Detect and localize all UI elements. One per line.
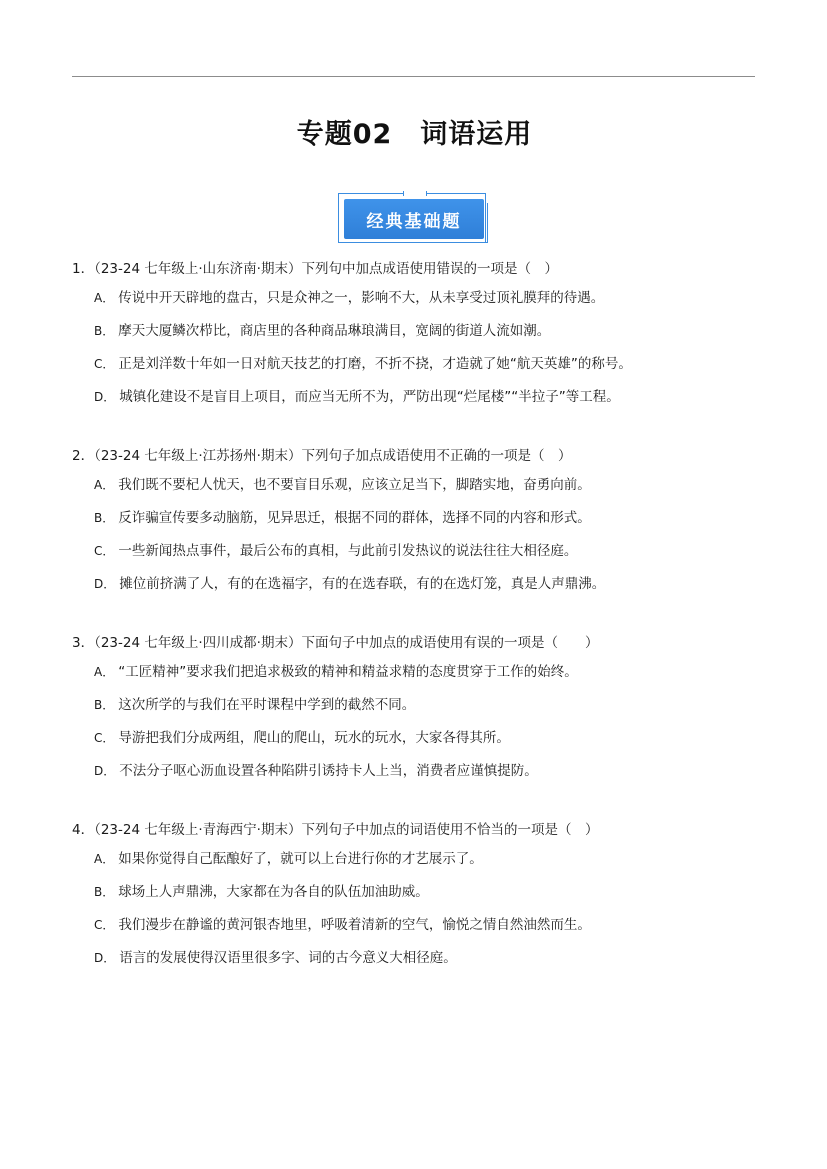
option-letter: C． <box>94 544 115 558</box>
option-d <box>72 755 762 788</box>
question-1 <box>72 256 762 414</box>
badge-notch <box>403 191 427 196</box>
option-d <box>72 942 762 975</box>
option-a <box>72 843 762 876</box>
option-text: 正是刘洋数十年如一日对航天技艺的打磨，不折不挠，才造就了她“航天英雄”的称号。 <box>118 356 632 372</box>
option-text: 导游把我们分成两组，爬山的爬山，玩水的玩水，大家各得其所。 <box>118 730 510 746</box>
option-c <box>72 535 762 568</box>
option-a <box>72 469 762 502</box>
option-letter: D． <box>94 577 116 591</box>
section-badge <box>338 193 490 247</box>
option-letter: D． <box>94 764 116 778</box>
option-letter: A． <box>94 478 115 492</box>
option-c <box>72 722 762 755</box>
question-stem: 3．（23-24 七年级上·四川成都·期末）下面句子中加点的成语使用有误的一项是（ ） <box>72 635 599 651</box>
option-text: 这次所学的与我们在平时课程中学到的截然不同。 <box>118 697 416 713</box>
question-stem: 1．（23-24 七年级上·山东济南·期末）下列句中加点成语使用错误的一项是（ ） <box>72 261 558 277</box>
question-3 <box>72 630 762 788</box>
option-text: 传说中开天辟地的盘古，只是众神之一，影响不大，从未享受过顶礼膜拜的待遇。 <box>118 290 605 306</box>
option-text: 城镇化建设不是盲目上项目，而应当无所不为，严防出现“烂尾楼”“半拉子”等工程。 <box>119 389 620 405</box>
option-letter: C． <box>94 357 115 371</box>
question-2 <box>72 443 762 601</box>
option-text: 反诈骗宣传要多动脑筋，见异思迁，根据不同的群体，选择不同的内容和形式。 <box>118 510 591 526</box>
option-d <box>72 381 762 414</box>
question-stem: 2．（23-24 七年级上·江苏扬州·期末）下列句子加点成语使用不正确的一项是（ ） <box>72 448 572 464</box>
option-a <box>72 656 762 689</box>
option-letter: B． <box>94 885 115 899</box>
option-text: 不法分子呕心沥血设置各种陷阱引诱持卡人上当，消费者应谨慎提防。 <box>119 763 538 779</box>
option-text: 一些新闻热点事件，最后公布的真相，与此前引发热议的说法往往大相径庭。 <box>118 543 578 559</box>
option-text: 如果你觉得自己酝酿好了，就可以上台进行你的才艺展示了。 <box>118 851 483 867</box>
option-text: 摩天大厦鳞次栉比，商店里的各种商品琳琅满目，宽阔的街道人流如潮。 <box>118 323 551 339</box>
option-letter: C． <box>94 731 115 745</box>
option-b <box>72 315 762 348</box>
option-b <box>72 876 762 909</box>
option-text: 球场上人声鼎沸，大家都在为各自的队伍加油助威。 <box>118 884 429 900</box>
option-a <box>72 282 762 315</box>
question-list <box>72 256 762 1004</box>
option-letter: C． <box>94 918 115 932</box>
badge-label: 经典基础题 <box>344 199 484 239</box>
option-text: 我们漫步在静谧的黄河银杏地里，呼吸着清新的空气，愉悦之情自然油然而生。 <box>118 917 591 933</box>
option-letter: D． <box>94 951 116 965</box>
option-letter: B． <box>94 698 115 712</box>
option-letter: A． <box>94 291 115 305</box>
option-d <box>72 568 762 601</box>
page-title: 专题02 词语运用 <box>296 119 533 150</box>
question-stem: 4．（23-24 七年级上·青海西宁·期末）下列句子中加点的词语使用不恰当的一项是（ ） <box>72 822 599 838</box>
option-letter: D． <box>94 390 116 404</box>
option-b <box>72 502 762 535</box>
question-4 <box>72 817 762 975</box>
option-letter: A． <box>94 665 115 679</box>
option-text: “工匠精神”要求我们把追求极致的精神和精益求精的态度贯穿于工作的始终。 <box>118 664 578 680</box>
header-rule <box>72 76 755 77</box>
option-c <box>72 348 762 381</box>
option-letter: A． <box>94 852 115 866</box>
option-text: 语言的发展使得汉语里很多字、词的古今意义大相径庭。 <box>119 950 457 966</box>
option-letter: B． <box>94 324 115 338</box>
option-c <box>72 909 762 942</box>
option-b <box>72 689 762 722</box>
option-text: 摊位前挤满了人，有的在选福字，有的在选春联，有的在选灯笼，真是人声鼎沸。 <box>119 576 606 592</box>
option-text: 我们既不要杞人忧天，也不要盲目乐观，应该立足当下，脚踏实地，奋勇向前。 <box>118 477 591 493</box>
option-letter: B． <box>94 511 115 525</box>
